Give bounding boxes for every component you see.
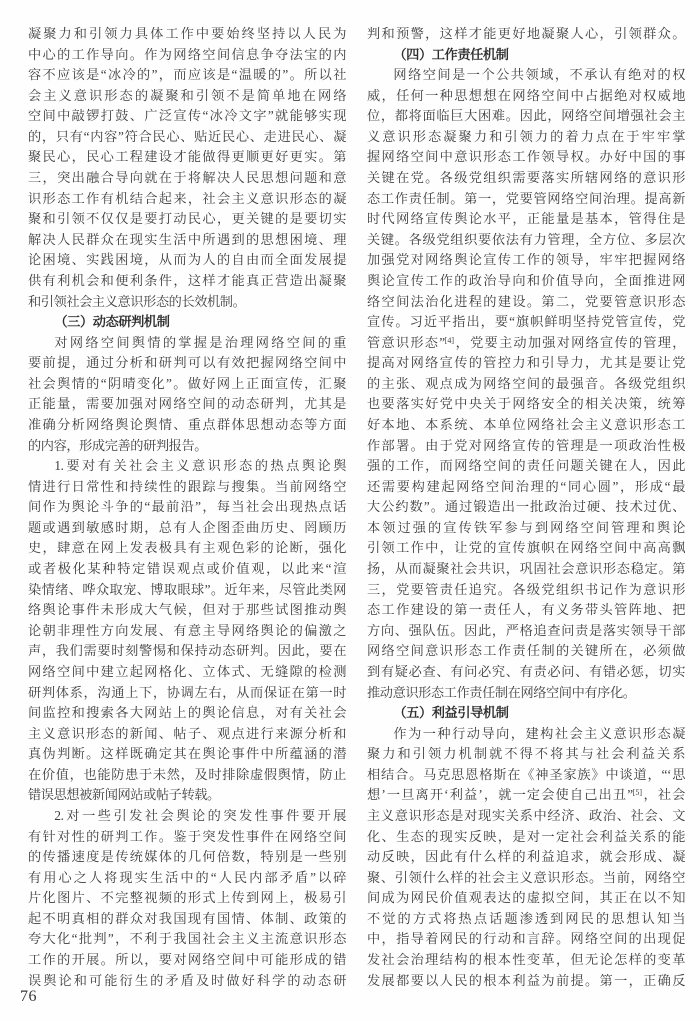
text-line: 本领过强的宣传铁军参与到网络空间管理和舆论	[367, 519, 685, 535]
text-line: 作部署。由于党对网络宣传的管理是一项政治性极	[367, 437, 685, 453]
section-heading: （五）利益引导机制	[393, 705, 509, 721]
text-line: 染情绪、哗众取宠、博取眼球”。近年来，尽管此类网	[28, 581, 346, 597]
text-line: 解决人民群众在现实生活中所遇到的思想困境、理	[28, 231, 346, 247]
text-line: 络舆论事件未形成大气候，但对于那些试图推动舆	[28, 602, 346, 618]
text-line: 网络空间中建立起网格化、立体式、无缝隙的检测	[28, 663, 346, 679]
text-line: 误舆论和可能衍生的矛盾及时做好科学的动态研	[28, 972, 346, 988]
text-line: 扬，从而凝聚社会共识，巩固社会意识形态稳定。第	[367, 561, 685, 577]
text-line: 握网络空间中意识形态工作领导权。办好中国的事	[367, 149, 685, 165]
text-line: 加强党对网络舆论宣传工作的领导，牢牢把握网络	[367, 252, 685, 268]
text-line: 聚民心，民心工程建设才能做得更顺更好更实。第	[28, 149, 346, 165]
text-column-right	[367, 24, 685, 991]
text-line: 还需要构建起网络空间治理的“同心圆”，形成“最	[367, 478, 685, 494]
text-line: 夸大化“批判”，不利于我国社会主义主流意识形态	[28, 931, 346, 947]
text-line: 中，指导着网民的行动和言辞。网络空间的出现促	[367, 931, 685, 947]
text-line: 在价值，也能防患于未然，及时排除虚假舆情，防止	[28, 766, 346, 782]
text-line: 网络空间是一个公共领域，不承认有绝对的权	[393, 67, 685, 83]
text-line: 准确分析网络舆论舆情、重点群体思想动态等方面	[28, 416, 346, 432]
text-line: 主义意识形态的新闻、帖子、观点进行来源分析和	[28, 725, 346, 741]
text-line: 态工作责任制。第一，党要管网络空间治理。提高新	[367, 190, 685, 206]
text-line: 主义意识形态是对现实关系中经济、政治、社会、文	[367, 807, 685, 823]
text-line: 强的工作，而网络空间的责任问题关键在人，因此	[367, 458, 685, 474]
text-line: 会主义意识形态的凝聚和引领不是简单地在网络	[28, 87, 346, 103]
text-line: 不觉的方式将热点话题渗透到网民的思想认知当	[367, 910, 685, 926]
text-line: 识形态工作有机结合起来，社会主义意识形态的凝	[28, 190, 346, 206]
text-line: 错误思想被新闻网站或帖子转载。	[28, 787, 220, 803]
text-line: 片化图片、不完整视频的形式上传到网上，极易引	[28, 890, 346, 906]
text-line: 判和预警，这样才能更好地凝聚人心，引领群众。	[367, 26, 685, 41]
text-line: 或者极化某种特定错误观点或价值观，以此来“渲	[28, 561, 346, 577]
text-line: 时代网络宣传舆论水平，正能量是基本，管得住是	[367, 211, 685, 227]
citation-marker: [5]	[632, 788, 642, 798]
text-line: 有针对性的研判工作。鉴于突发性事件在网络空间	[28, 828, 346, 844]
text-line: 的内容，形成完善的研判报告。	[28, 437, 208, 453]
text-line: 凝聚力和引领力具体工作中要始终坚持以人民为	[28, 26, 346, 41]
text-line: 关键。各级党组织要依法有力管理，全方位、多层次	[367, 231, 685, 247]
text-line: 三，党要管责任追究。各级党组织书记作为意识形	[367, 581, 685, 597]
text-line: 威，任何一种思想想在网络空间中占据绝对权威地	[367, 87, 685, 103]
text-line: 宣传。习近平指出，要“旗帜鲜明坚持党管宣传，党	[367, 314, 685, 330]
text-line: 史，肆意在网上发表极具有主观色彩的论断，强化	[28, 540, 346, 556]
text-line: 间作为舆论斗争的“最前沿”，每当社会出现热点话	[28, 499, 346, 515]
text-line: 想’一旦离开‘利益’，就一定会使自己出丑”[5]，社会	[367, 787, 685, 803]
text-line: 有用心之人将现实生活中的“人民内部矛盾”以碎	[28, 869, 346, 885]
text-line: 情进行日常性和持续性的跟踪与搜集。当前网络空	[28, 478, 346, 494]
text-line: 推动意识形态工作责任制在网络空间中有序化。	[367, 684, 636, 700]
text-line: 方向、强队伍。因此，严格追查问责是落实领导干部	[367, 622, 685, 638]
section-heading: （四）工作责任机制	[393, 46, 509, 62]
text-line: 论困境、实践困境，从而为人的自由而全面发展提	[28, 252, 346, 268]
text-line: 研判体系，沟通上下，协调左右，从而保证在第一时	[28, 684, 346, 700]
text-line: 工作的开展。所以，要对网络空间中可能形成的错	[28, 952, 346, 968]
text-line: 间成为网民价值观表达的虚拟空间，其正在以不知	[367, 890, 685, 906]
text-line: 起不明真相的群众对我国现有国情、体制、政策的	[28, 910, 346, 926]
text-line: 聚和引领不仅仅是要打动民心，更关键的是要切实	[28, 211, 346, 227]
text-line: 容不应该是“冰冷的”，而应该是“温暖的”。所以社	[28, 67, 346, 83]
text-line: 网络空间意识形态工作责任制的关键所在，必须做	[367, 643, 685, 659]
text-line: 作为一种行动导向，建构社会主义意识形态凝	[393, 725, 685, 741]
text-line: 2.对一些引发社会舆论的突发性事件要开展	[54, 807, 346, 823]
text-line: 化、生态的现实反映，是对一定社会利益关系的能	[367, 828, 685, 844]
text-line: 管意识形态”[4]，党要主动加强对网络宣传的管理，	[367, 334, 685, 350]
text-line: 到有疑必查、有问必究、有责必问、有错必惩，切实	[367, 663, 685, 679]
text-line: 动反映，因此有什么样的利益追求，就会形成、凝	[367, 849, 685, 865]
text-line: 的，只有“内容”符合民心、贴近民心、走进民心、凝	[28, 128, 346, 144]
text-line: 社会舆情的“阴晴变化”。做好网上正面宣传，汇聚	[28, 375, 346, 391]
text-line: 正能量，需要加强对网络空间的动态研判，尤其是	[28, 396, 346, 412]
section-heading: （三）动态研判机制	[54, 314, 170, 330]
text-line: 发社会治理结构的根本性变革，但无论怎样的变革	[367, 952, 685, 968]
citation-marker: [4]	[444, 335, 454, 345]
text-line: 真伪判断。这样既确定其在舆论事件中所蕴涵的潜	[28, 746, 346, 762]
text-line: 1.要对有关社会主义意识形态的热点舆论舆	[54, 458, 346, 474]
text-line: 空间中敲锣打鼓、广泛宣传“冰冷文字”就能够实现	[28, 108, 346, 124]
text-line: 舆论宣传工作的政治导向和价值导向，全面推进网	[367, 272, 685, 288]
text-line: 声，我们需要时刻警惕和保持动态研判。因此，要在	[28, 643, 346, 659]
text-line: 的主张、观点成为网络空间的最强音。各级党组织	[367, 375, 685, 391]
text-line: 和引领社会主义意识形态的长效机制。	[28, 293, 246, 309]
text-line: 引领工作中，让党的宣传旗帜在网络空间中高高飘	[367, 540, 685, 556]
text-line: 络空间法治化进程的建设。第二，党要管意识形态	[367, 293, 685, 309]
text-line: 论朝非理性方向发展、有意主导网络舆论的偏激之	[28, 622, 346, 638]
text-line: 态工作建设的第一责任人，有义务带头管阵地、把	[367, 602, 685, 618]
text-line: 聚力和引领力机制就不得不将其与社会利益关系	[367, 746, 685, 762]
text-line: 聚、引领什么样的社会主义意识形态。当前，网络空	[367, 869, 685, 885]
text-line: 发展都要以人民的根本利益为前提。第一，正确反	[367, 972, 685, 988]
text-line: 相结合。马克思恩格斯在《神圣家族》中谈道，“‘思	[367, 766, 685, 782]
text-line: 三，突出融合导向就在于将解决人民思想问题和意	[28, 170, 346, 186]
page-number: 76	[20, 988, 37, 1005]
text-line: 位，都将面临巨大困难。因此，网络空间增强社会主	[367, 108, 685, 124]
text-line: 义意识形态凝聚力和引领力的着力点在于牢牢掌	[367, 128, 685, 144]
text-line: 间监控和搜索各大网站上的舆论信息，对有关社会	[28, 705, 346, 721]
text-line: 要前提，通过分析和研判可以有效把握网络空间中	[28, 355, 346, 371]
text-line: 中心的工作导向。作为网络空间信息争夺法宝的内	[28, 46, 346, 62]
text-line: 供有利机会和便利条件，这样才能真正营造出凝聚	[28, 272, 346, 288]
text-line: 也要落实好党中央关于网络安全的相关决策，统筹	[367, 396, 685, 412]
text-line: 的传播速度是传统媒体的几何倍数，特别是一些别	[28, 849, 346, 865]
text-column-left	[28, 24, 346, 991]
text-line: 好本地、本系统、本单位网络社会主义意识形态工	[367, 416, 685, 432]
text-line: 关键在党。各级党组织需要落实所辖网络的意识形	[367, 170, 685, 186]
text-line: 提高对网络宣传的管控力和引导力，尤其是要让党	[367, 355, 685, 371]
text-line: 大公约数”。通过锻造出一批政治过硬、技术过优、	[367, 499, 685, 515]
text-line: 题或遇到敏感时期，总有人企图歪曲历史、罔顾历	[28, 519, 346, 535]
text-line: 对网络空间舆情的掌握是治理网络空间的重	[54, 334, 346, 350]
